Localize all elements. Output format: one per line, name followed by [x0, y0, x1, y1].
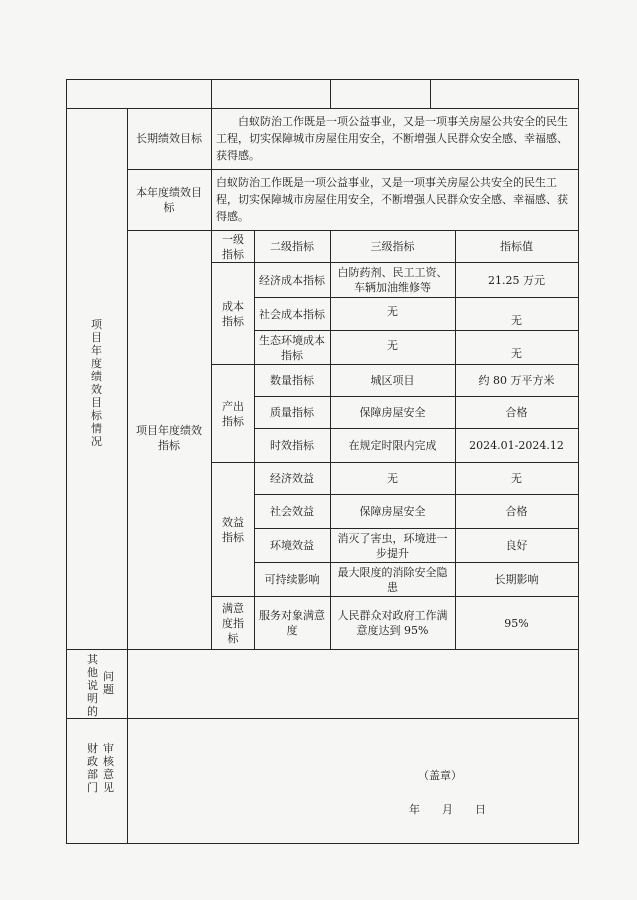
- row-value: 95%: [504, 616, 529, 630]
- header-level1: 一级指标: [222, 232, 244, 261]
- other-notes-label-1: 其他说明的: [87, 653, 98, 718]
- row-level3: 白防药剂、民工工资、车辆加油维修等: [337, 266, 448, 294]
- row-level3: 城区项目: [370, 374, 415, 387]
- row-level2: 社会成本指标: [259, 307, 325, 321]
- row-level3: 保障房屋安全: [359, 505, 426, 518]
- row-value: 合格: [505, 406, 528, 419]
- row-value: 长期影响: [494, 573, 539, 586]
- row-level2: 环境效益: [270, 539, 314, 552]
- finance-label-2: 审核意见: [103, 742, 114, 794]
- header-value: 指标值: [500, 239, 533, 253]
- row-level2: 可持续影响: [264, 573, 320, 586]
- row-value: 无: [511, 314, 522, 327]
- row-level2: 质量指标: [270, 406, 314, 419]
- long-term-goal-label: 长期绩效目标: [136, 132, 202, 145]
- row-level2: 时效指标: [270, 439, 314, 452]
- other-notes-label-2: 问题: [103, 670, 114, 696]
- row-level3: 人民群众对政府工作满意度达到 95%: [337, 609, 448, 637]
- annual-goal-text: 白蚁防治工作既是一项公益事业，又是一项事关房屋公共安全的民生工程，切实保障城市房屋住用安全，不断增强人民群众安全感、幸福感、获得感。: [216, 176, 568, 223]
- row-value: 无: [511, 347, 522, 360]
- row-level3: 无: [387, 305, 398, 318]
- header-level3: 三级指标: [370, 239, 415, 253]
- row-level2: 数量指标: [270, 374, 314, 387]
- row-level3: 无: [387, 339, 398, 352]
- long-term-goal-text: 白蚁防治工作既是一项公益事业，又是一项事关房屋公共安全的民生工程，切实保障城市房屋住用安全，不断增强人民群众安全感、幸福感、获得感。: [216, 115, 568, 162]
- row-level3: 无: [387, 472, 398, 485]
- row-value: 约 80 万平方米: [478, 374, 555, 387]
- group-output: 产出指标: [222, 399, 244, 428]
- row-level2: 经济成本指标: [259, 273, 325, 287]
- header-level2: 二级指标: [270, 239, 314, 253]
- row-level2: 服务对象满意度: [259, 609, 325, 637]
- row-value: 良好: [505, 539, 528, 552]
- row-level2: 经济效益: [270, 472, 314, 485]
- group-satisfaction: 满意度指标: [222, 601, 244, 645]
- row-level3: 最大限度的消除安全隐患: [337, 565, 448, 594]
- row-value: 合格: [505, 505, 528, 518]
- row-value: 无: [511, 472, 522, 485]
- row-level2: 社会效益: [270, 505, 314, 518]
- group-cost: 成本指标: [222, 299, 244, 328]
- row-value: 2024.01-2024.12: [469, 439, 564, 452]
- indicators-label: 项目年度绩效指标: [136, 424, 202, 452]
- annual-goal-label: 本年度绩效目标: [136, 185, 202, 214]
- row-level3: 消灭了害虫，环境进一步提升: [337, 531, 448, 560]
- section-label: 项目年度绩效目标情况: [91, 318, 102, 448]
- row-value: 21.25 万元: [488, 273, 545, 287]
- finance-label-1: 财政部门: [87, 742, 98, 794]
- date-label: 年 月 日: [409, 803, 486, 816]
- seal-label: （盖章）: [418, 769, 462, 782]
- row-level3: 在规定时限内完成: [348, 439, 437, 452]
- group-benefit: 效益指标: [222, 515, 244, 544]
- row-level2: 生态环境成本指标: [259, 333, 325, 362]
- row-level3: 保障房屋安全: [359, 406, 426, 419]
